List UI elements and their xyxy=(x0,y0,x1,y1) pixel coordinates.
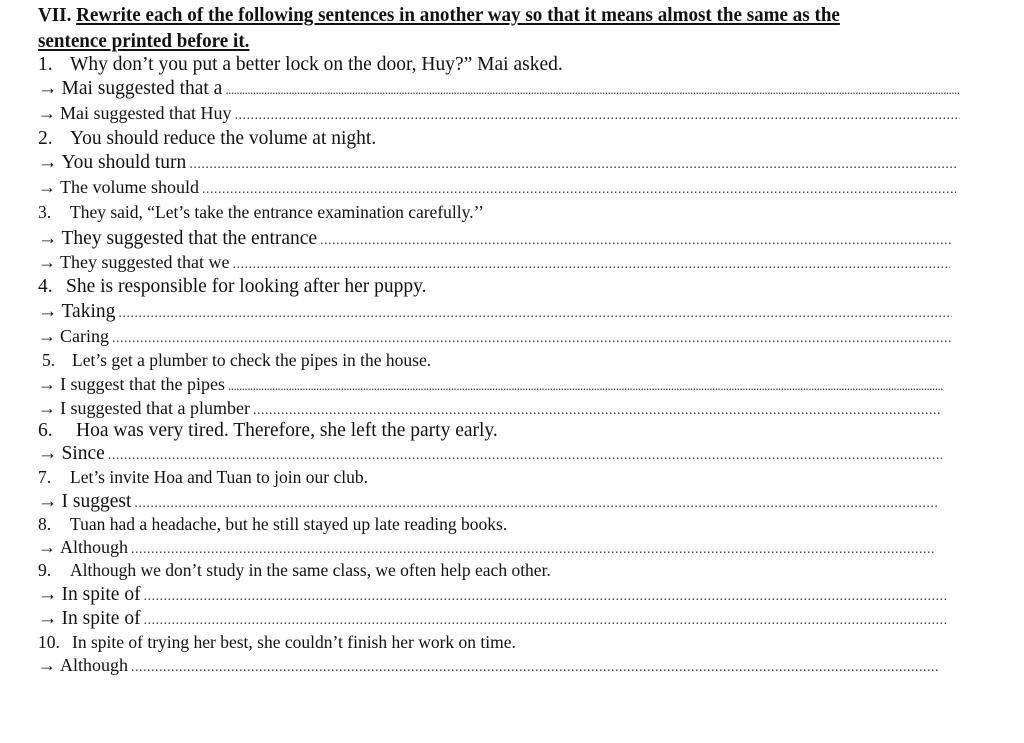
answer-1b xyxy=(38,101,960,126)
answer-prompt: You should turn xyxy=(61,152,187,173)
answer-prompt: They suggested that the entrance xyxy=(61,228,318,249)
answer-prompt: In spite of xyxy=(61,584,141,605)
question-number: 1. xyxy=(38,54,53,75)
answer-9a xyxy=(38,582,946,607)
answer-prompt: I suggested that a plumber xyxy=(60,398,250,418)
answer-1a xyxy=(38,76,960,101)
question-text: You should reduce the volume at night. xyxy=(70,128,377,149)
question-number: 3. xyxy=(38,202,52,222)
answer-prompt: Caring xyxy=(60,326,109,346)
question-number: 5. xyxy=(42,350,56,370)
answer-6a xyxy=(38,441,942,466)
arrow-icon: → xyxy=(38,228,58,249)
arrow-icon: → xyxy=(38,326,56,346)
question-4 xyxy=(38,274,958,299)
answer-4b xyxy=(38,324,952,349)
answer-blank[interactable] xyxy=(228,373,944,398)
question-text: Let’s get a plumber to check the pipes in the house. xyxy=(72,350,432,370)
answer-prompt: They suggested that we xyxy=(60,252,230,272)
answer-2b xyxy=(38,175,956,200)
answer-prompt: In spite of xyxy=(61,608,141,629)
arrow-icon: → xyxy=(38,103,56,123)
answer-blank[interactable] xyxy=(234,103,960,128)
question-6 xyxy=(38,418,958,443)
question-10 xyxy=(38,630,958,655)
question-number: 7. xyxy=(38,467,52,487)
arrow-icon: → xyxy=(38,78,58,99)
question-number: 2. xyxy=(38,128,53,149)
arrow-icon: → xyxy=(38,608,58,629)
section-heading xyxy=(38,2,903,54)
answer-blank[interactable] xyxy=(118,301,952,326)
question-number: 6. xyxy=(38,420,53,441)
answer-prompt: Since xyxy=(61,443,105,464)
answer-3b xyxy=(38,250,950,275)
question-5 xyxy=(42,348,962,373)
question-text: Tuan had a headache, but he still stayed up late reading books. xyxy=(70,514,508,534)
arrow-icon: → xyxy=(38,152,58,173)
arrow-icon: → xyxy=(38,252,56,272)
question-number: 8. xyxy=(38,514,52,534)
answer-prompt: I suggest that the pipes xyxy=(60,374,225,394)
answer-prompt: The volume should xyxy=(60,177,199,197)
answer-4a xyxy=(38,299,952,324)
question-1 xyxy=(38,52,958,77)
arrow-icon: → xyxy=(38,584,58,605)
answer-prompt: Taking xyxy=(61,301,116,322)
arrow-icon: → xyxy=(38,537,56,557)
question-number: 4. xyxy=(38,276,53,297)
arrow-icon: → xyxy=(38,398,56,418)
question-9 xyxy=(38,558,958,583)
question-2 xyxy=(38,126,958,151)
answer-9b xyxy=(38,606,946,631)
arrow-icon: → xyxy=(38,177,56,197)
answer-prompt: Mai suggested that a xyxy=(61,78,223,99)
question-text: In spite of trying her best, she couldn’t finish her work on time. xyxy=(72,632,516,652)
answer-3a xyxy=(38,226,952,251)
arrow-icon: → xyxy=(38,374,56,394)
answer-10a xyxy=(38,653,940,678)
question-text: Let’s invite Hoa and Tuan to join our club. xyxy=(70,467,368,487)
answer-prompt: I suggest xyxy=(61,491,132,512)
section-number: VII. xyxy=(38,4,72,26)
answer-prompt: Although xyxy=(60,537,129,557)
question-text: She is responsible for looking after her puppy. xyxy=(66,276,427,297)
answer-blank[interactable] xyxy=(225,77,960,102)
arrow-icon: → xyxy=(38,655,56,675)
question-number: 9. xyxy=(38,560,52,580)
question-text: Why don’t you put a better lock on the door, Huy?” Mai asked. xyxy=(70,54,563,75)
arrow-icon: → xyxy=(38,491,58,512)
question-text: They said, “Let’s take the entrance examination carefully.’’ xyxy=(70,202,484,222)
answer-prompt: Although xyxy=(60,655,129,675)
question-text: Although we don’t study in the same class, we often help each other. xyxy=(70,560,551,580)
question-3 xyxy=(38,200,958,225)
answer-7a xyxy=(38,489,938,514)
answer-prompt: Mai suggested that Huy xyxy=(60,103,232,123)
answer-blank[interactable] xyxy=(189,152,956,177)
answer-blank[interactable] xyxy=(131,655,940,680)
question-7 xyxy=(38,465,958,490)
question-number: 10. xyxy=(38,632,60,652)
arrow-icon: → xyxy=(38,301,58,322)
answer-8a xyxy=(38,535,936,560)
question-8 xyxy=(38,512,958,537)
arrow-icon: → xyxy=(38,443,58,464)
answer-blank[interactable] xyxy=(202,177,956,202)
section-instructions: Rewrite each of the following sentences in another way so that it means almost the same as the sentence printed before it. xyxy=(38,4,840,52)
answer-2a xyxy=(38,150,956,175)
answer-5a xyxy=(38,372,944,397)
question-text: Hoa was very tired. Therefore, she left the party early. xyxy=(76,420,498,441)
